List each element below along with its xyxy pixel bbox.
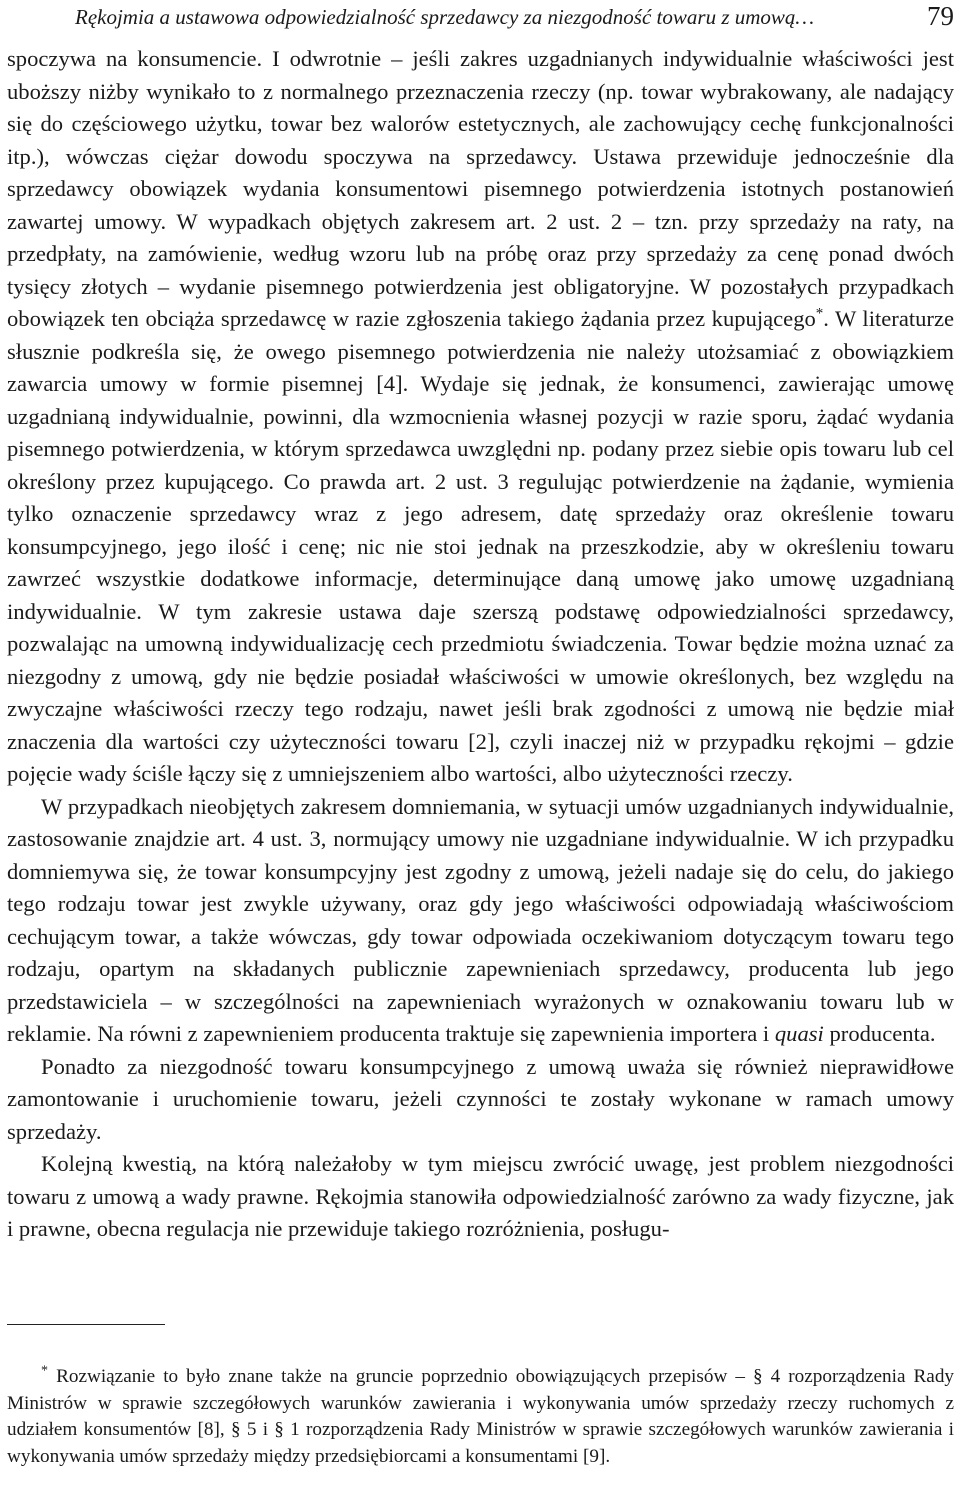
page-number: 79 [927, 1, 954, 31]
paragraph-2-text-a: W przypadkach nieobjętych zakresem domniemania, w sytuacji umów uzgadnianych indywidualnie, zastosowanie znajdzie art. 4 ust. 3, normujący umowy nie uzgadniane indywidualnie. W ich przypadku domniemywa się, że towar konsumpcyjny jest zgodny z umową, jeżeli nadaje się do celu, do jakiego tego rodzaju towar jest zwykle używany, oraz gdy jego właściwości odpowiadają właściwościom cechującym towar, a także wówczas, gdy towar odpowiada oczekiwaniom dotyczącym towaru tego rodzaju, opartym na składanych publicznie zapewnieniach sprzedawcy, producenta lub jego przedstawiciela – w szczególności na zapewnieniach wyrażonych w oznakowaniu towaru lub w reklamie. Na równi z zapewnieniem producenta traktuje się zapewnienia importera i [7, 793, 954, 1046]
footnote-separator [7, 1324, 165, 1325]
paragraph-1-text-b: . W literaturze słusznie podkreśla się, że owego pisemnego potwierdzenia nie należy utożsamiać z obowiązkiem zawarcia umowy w formie pisemnej [4]. Wydaje się jednak, że konsumenci, zawierając umowę uzgadnianą indywidualnie, powinni, dla wzmocnienia własnej pozycji w razie sporu, żądać wydania pisemnego potwierdzenia, w którym sprzedawca uwzględni np. podany przez siebie opis towaru lub cel określony przez kupującego. Co prawda art. 2 ust. 3 regulując potwierdzenie na żądanie, wymienia tylko oznaczenie sprzedawcy wraz z jego adresem, datę sprzedaży oraz określenie towaru konsumpcyjnego, jego ilość i cenę; nic nie stoi jednak na przeszkodzie, aby w określeniu towaru zawrzeć wszystkie dodatkowe informacje, determinujące daną umowę jako umowę uzgadnianą indywidualnie. W tym zakresie ustawa daje szerszą podstawę odpowiedzialności sprzedawcy, pozwalając na umowną indywidualizację cech przedmiotu świadczenia. Towar będzie można uznać za niezgodny z umową, gdy nie będzie posiadał właściwości w umowie określonych, bez względu na zwyczajne właściwości rzeczy tego rodzaju, nawet jeśli brak zgodności z umową nie będzie miał znaczenia dla wartości czy użyteczności towaru [2], czyli inaczej niż w przypadku rękojmi – gdzie pojęcie wady ściśle łączy się z umniejszeniem albo wartości, albo użyteczności rzeczy. [7, 306, 954, 786]
page-header [7, 0, 954, 40]
paragraph-2-text-b: producenta. [829, 1021, 936, 1046]
footnote-reference: * [815, 305, 824, 322]
running-title: Rękojmia a ustawowa odpowiedzialność sprzedawcy za niezgodność towaru z umową… [75, 5, 815, 29]
body-text [7, 43, 954, 1246]
document-page [7, 0, 955, 1467]
paragraph-4: Kolejną kwestią, na którą należałoby w tym miejscu zwrócić uwagę, jest problem niezgodności towaru z umową a wady prawne. Rękojmia stanowiła odpowiedzialność zarówno za wady fizyczne, jak i prawne, obecna regulacja nie przewiduje takiego rozróżnienia, posługu- [7, 1151, 954, 1241]
paragraph-1 [7, 43, 954, 791]
paragraph-2 [7, 791, 954, 1051]
footnote [7, 1364, 954, 1470]
italic-term: quasi [774, 1021, 824, 1046]
paragraph-3: Ponadto za niezgodność towaru konsumpcyjnego z umową uważa się również nieprawidłowe zamontowanie i uruchomienie towaru, jeżeli czynności te zostały wykonane w ramach umowy sprzedaży. [7, 1053, 954, 1144]
footnote-mark: * [41, 1363, 48, 1379]
footnote-text: Rozwiązanie to było znane także na gruncie poprzednio obowiązujących przepisów – § 4 rozporządzenia Rady Ministrów w sprawie szczegółowych warunków zawierania i wykonywania umów sprzedaży rzeczy ruchomych z udziałem konsumentów [8], § 5 i § 1 rozporządzenia Rady Ministrów w sprawie szczegółowych warunków zawierania i wykonywania umów sprzedaży między przedsiębiorcami a konsumentami [9]. [7, 1366, 955, 1467]
paragraph-1-text-a: spoczywa na konsumencie. I odwrotnie – jeśli zakres uzgadnianych indywidualnie właściwości jest uboższy niżby wynikało to z normalnego przeznaczenia rzeczy (np. towar wybrakowany, ale nadający się do częściowego użytku, towar bez walorów estetycznych, ale zachowujący cechę funkcjonalności itp.), wówczas ciężar dowodu spoczywa na sprzedawcy. Ustawa przewiduje jednocześnie dla sprzedawcy obowiązek wydania konsumentowi pisemnego potwierdzenia istotnych postanowień zawartej umowy. W wypadkach objętych zakresem art. 2 ust. 2 – tzn. przy sprzedaży na raty, na przedpłaty, na zamówienie, według wzoru lub na próbę oraz przy sprzedaży za cenę ponad dwóch tysięcy złotych – wydanie pisemnego potwierdzenia jest obligatoryjne. W pozostałych przypadkach obowiązek ten obciąża sprzedawcę w razie zgłoszenia takiego żądania przez kupującego [7, 46, 954, 331]
